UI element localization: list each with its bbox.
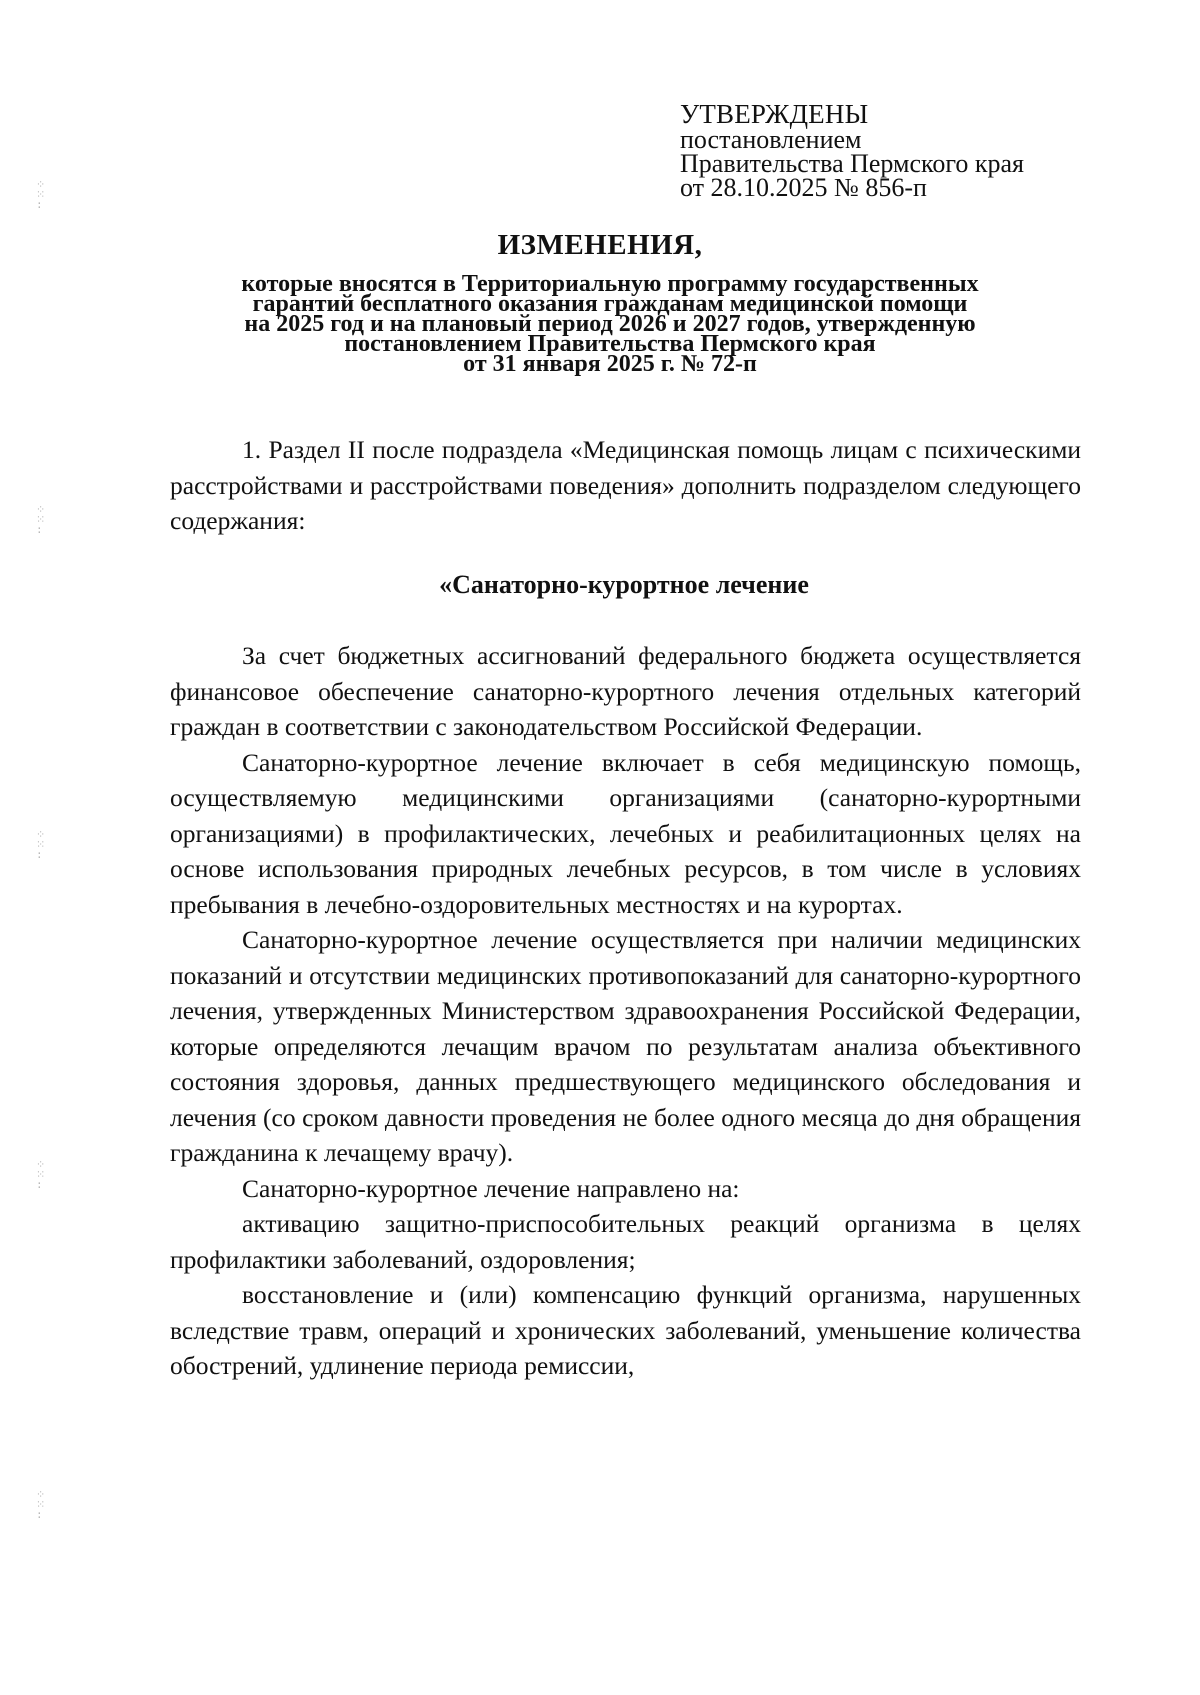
- document-subtitle: [150, 271, 1070, 377]
- subtitle-line: которые вносятся в Территориальную программу государственных: [241, 271, 979, 297]
- body-paragraph: За счет бюджетных ассигнований федерального бюджета осуществляется финансовое обеспечение санаторно-курортного лечения отдельных категорий граждан в соответствии с законодательством Российской Федерации.: [170, 641, 1081, 741]
- body-paragraph: восстановление и (или) компенсацию функций организма, нарушенных вследствие травм, операций и хронических заболеваний, уменьшение количества обострений, удлинение периода ремиссии,: [170, 1280, 1081, 1380]
- scan-margin-mark: ⁘ ⁙ :: [36, 1158, 46, 1191]
- body-paragraph: 1. Раздел II после подраздела «Медицинская помощь лицам с психическими расстройствами и расстройствами поведения» дополнить подразделом следующего содержания:: [170, 435, 1081, 535]
- approval-line: Правительства Пермского края: [680, 149, 1024, 178]
- body-paragraph: Санаторно-курортное лечение осуществляется при наличии медицинских показаний и отсутствии медицинских противопоказаний для санаторно-курортного лечения, утвержденных Министерством здравоохранения Российской Федерации, которые определяются лечащим врачом по результатам анализа объективного состояния здоровья, данных предшествующего медицинского обследования и лечения (со сроком давности проведения не более одного месяца до дня обращения гражданина к лечащему врачу).: [170, 925, 1081, 1167]
- approval-line: постановлением: [680, 125, 862, 154]
- subtitle-line: на 2025 год и на плановый период 2026 и 2027 годов, утвержденную: [244, 311, 976, 337]
- scan-margin-mark: ⁘ ⁙ :: [36, 828, 46, 861]
- scan-margin-mark: ⁘ ⁙ :: [36, 1488, 46, 1521]
- subtitle-line: гарантий бесплатного оказания гражданам медицинской помощи: [252, 291, 968, 317]
- body-paragraph: Санаторно-курортное лечение направлено на:: [242, 1173, 740, 1203]
- scan-margin-mark: ⁘ ⁙ :: [36, 178, 46, 211]
- body-paragraph: активацию защитно-приспособительных реакций организма в целях профилактики заболеваний, оздоровления;: [170, 1209, 1081, 1274]
- approval-title: УТВЕРЖДЕНЫ: [680, 99, 869, 129]
- body-section-main: [170, 638, 1081, 1384]
- scan-margin-mark: ⁘ ⁙ :: [36, 503, 46, 536]
- section-title: «Санаторно-курортное лечение: [439, 570, 809, 599]
- document-title: ИЗМЕНЕНИЯ,: [497, 229, 703, 261]
- body-section-intro: [170, 432, 1081, 539]
- approval-line: от 28.10.2025 № 856-п: [680, 173, 927, 202]
- body-paragraph: Санаторно-курортное лечение включает в себя медицинскую помощь, осуществляемую медицинскими организациями (санаторно-курортными организациями) в профилактических, лечебных и реабилитационных целях на основе использования природных лечебных ресурсов, в том числе в условиях пребывания в лечебно-оздоровительных местностях и на курортах.: [170, 747, 1081, 919]
- subtitle-line: от 31 января 2025 г. № 72-п: [463, 351, 757, 377]
- subtitle-line: постановлением Правительства Пермского края: [344, 331, 876, 357]
- approval-block: [680, 100, 1100, 200]
